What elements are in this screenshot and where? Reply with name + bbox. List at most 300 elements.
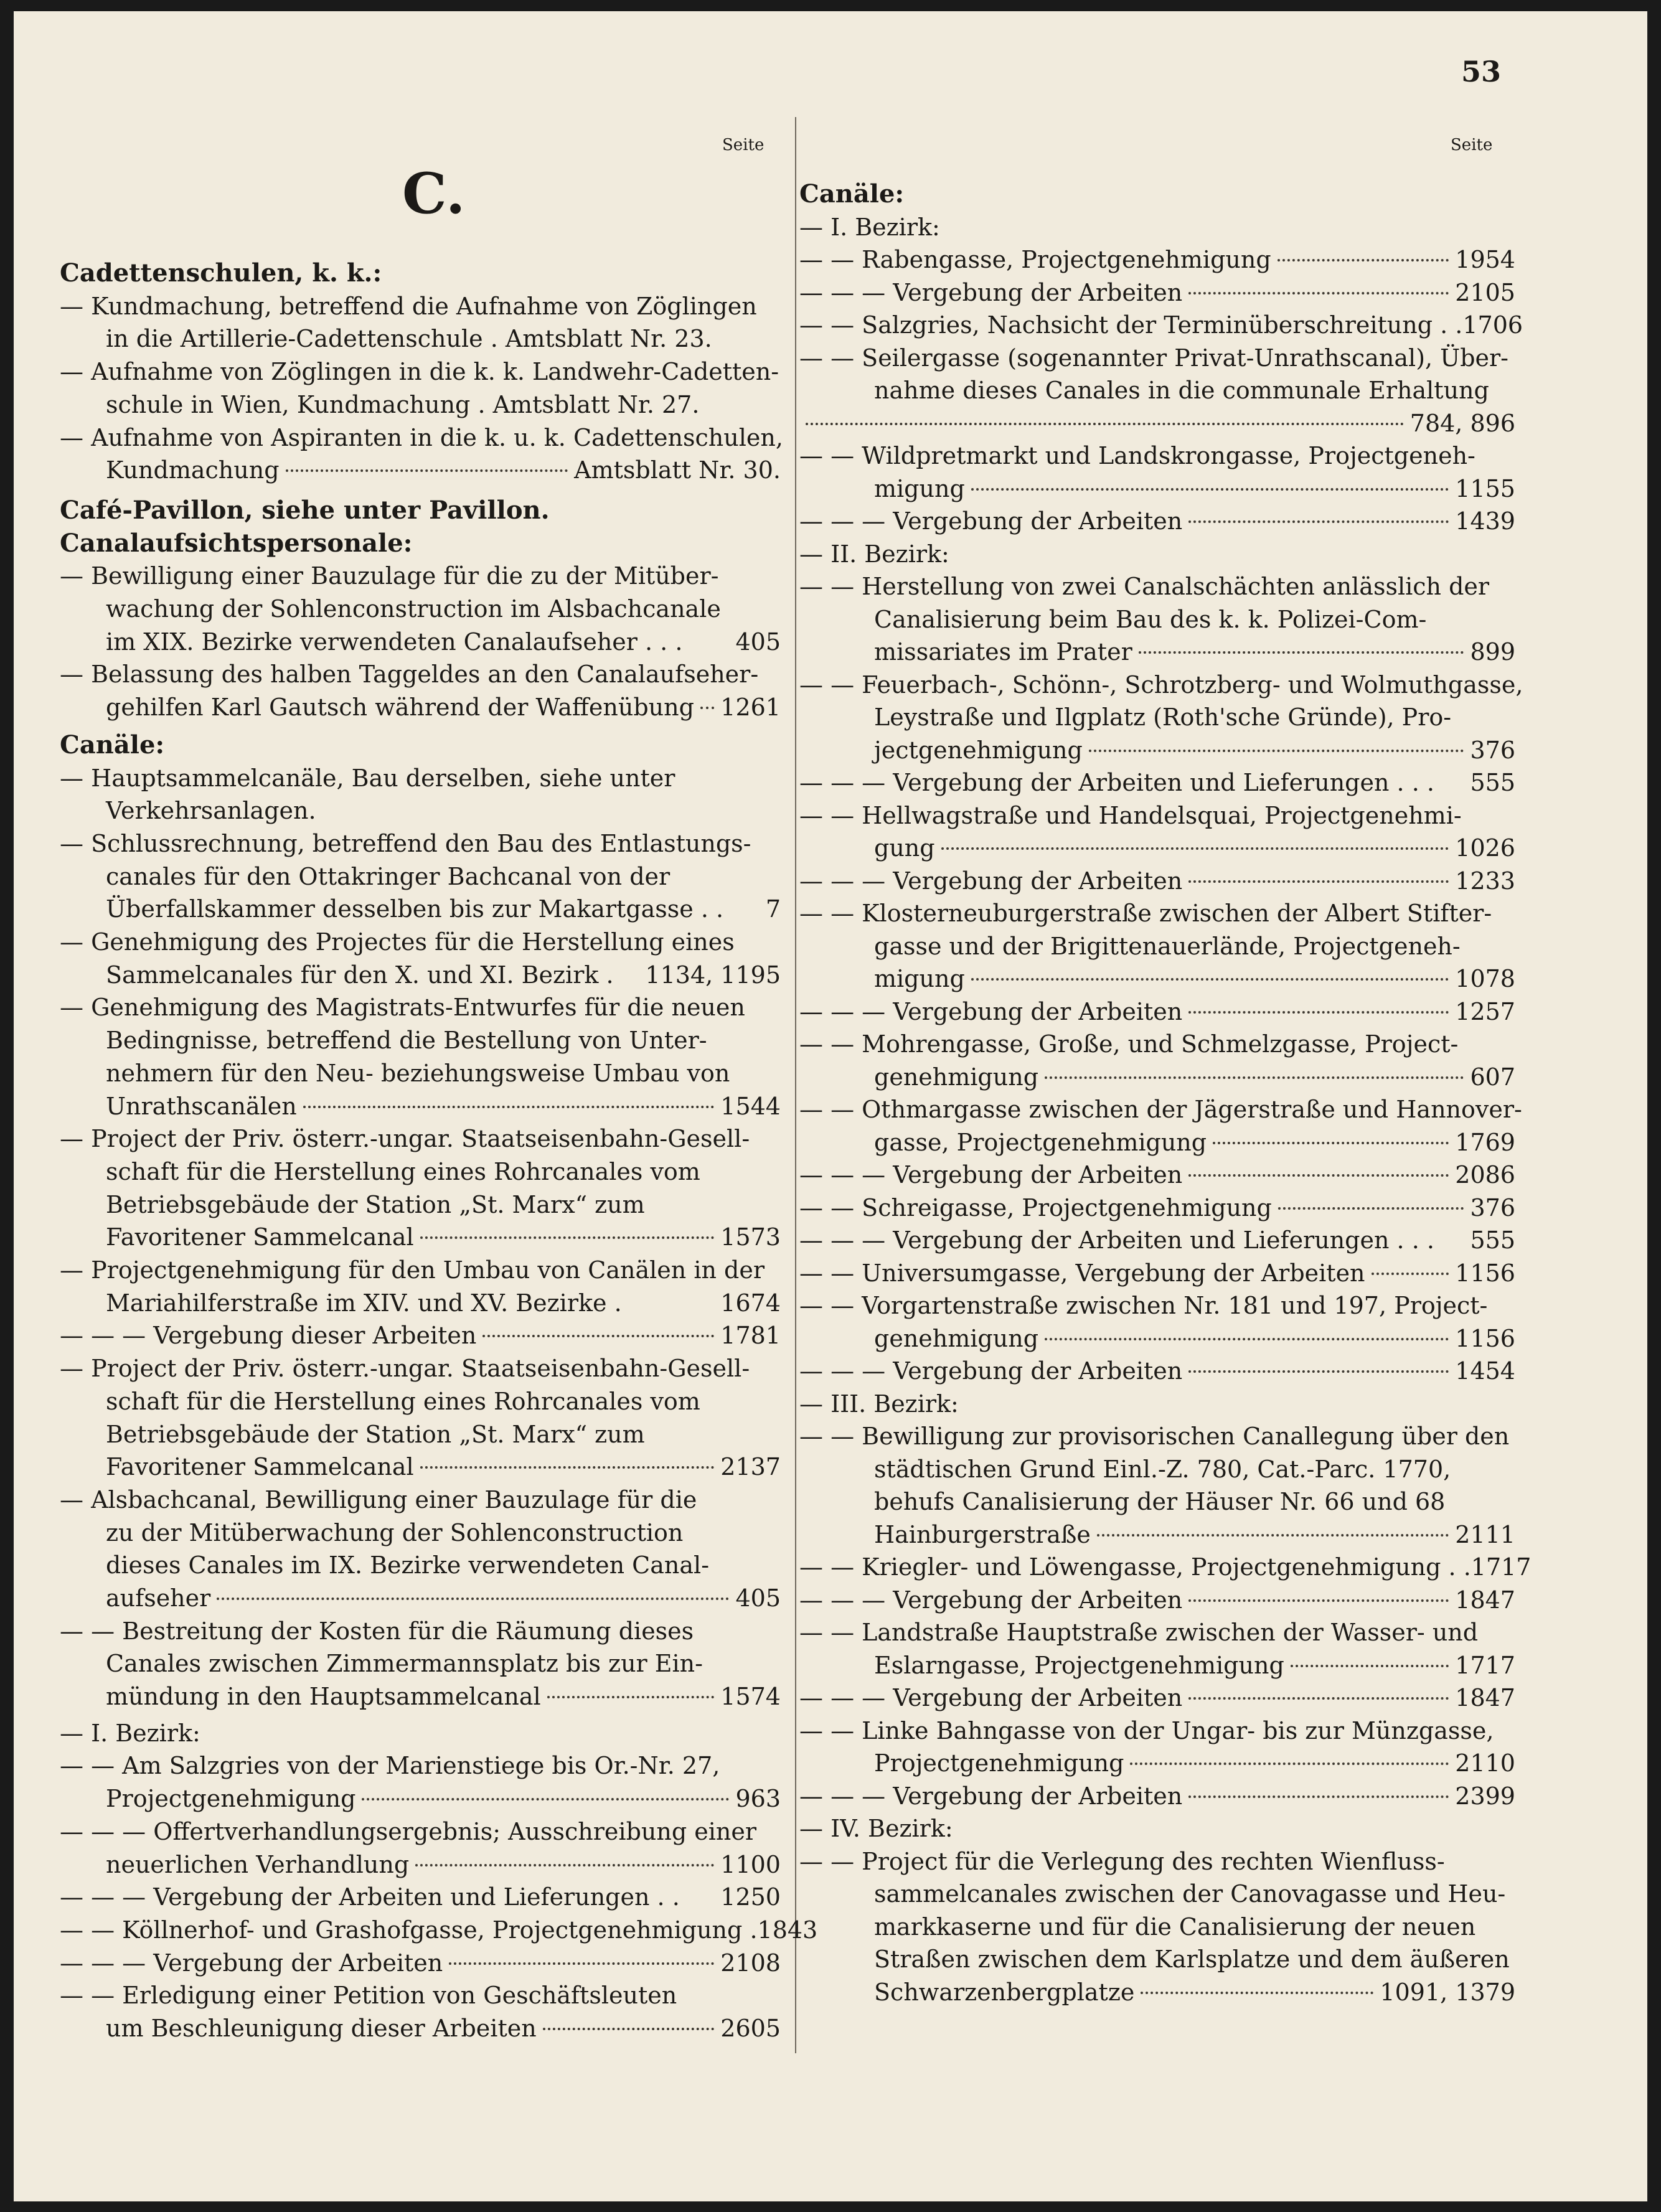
index-entry-line: [799, 734, 1515, 766]
entry-text: — Project der Priv. österr.-ungar. Staatseisenbahn-Gesell-: [60, 1125, 750, 1152]
entry-text: zu der Mitüberwachung der Sohlenconstruction: [106, 1519, 684, 1546]
index-entry-line: [799, 473, 1515, 505]
index-entry-line: [799, 1780, 1515, 1812]
dot-leader: [362, 1798, 729, 1800]
entry-text: — Project der Priv. österr.-ungar. Staatseisenbahn-Gesell-: [60, 1355, 750, 1382]
dot-leader: [286, 469, 568, 472]
page-reference: 1717: [1470, 1553, 1532, 1581]
index-entry-line: [60, 658, 781, 690]
page-reference: 1134, 1195: [645, 961, 781, 989]
page-reference: 1091, 1379: [1380, 1979, 1515, 2006]
page-reference: 1078: [1455, 965, 1515, 992]
page-reference: 1717: [1455, 1652, 1515, 1679]
page-reference: 1843: [757, 1916, 818, 1944]
index-entry-line: [60, 729, 781, 761]
page-reference: 1769: [1455, 1129, 1515, 1156]
page-reference: 1847: [1455, 1586, 1515, 1614]
page-reference: 376: [1470, 1194, 1515, 1221]
index-entry-line: [799, 309, 1523, 341]
index-entry-line: [60, 1254, 781, 1286]
page-reference: 1257: [1455, 998, 1515, 1025]
index-entry-line: [799, 636, 1515, 668]
entry-text: aufseher: [106, 1584, 211, 1612]
page-reference: 2399: [1455, 1782, 1515, 1810]
index-entry-line: [60, 322, 781, 355]
index-entry-line: [60, 762, 781, 794]
index-entry-line: [799, 1420, 1515, 1452]
entry-text: — Genehmigung des Magistrats-Entwurfes für die neuen: [60, 994, 745, 1021]
page-reference: 1439: [1455, 507, 1515, 535]
dot-leader: [1213, 1142, 1449, 1144]
dot-leader: [806, 423, 1404, 425]
page-reference: 1261: [720, 694, 781, 721]
index-entry-line: [60, 893, 781, 925]
entry-text: im XIX. Bezirke verwendeten Canalaufseher . . .: [106, 628, 683, 656]
page-reference: 7: [765, 895, 781, 923]
dot-leader: [1097, 1534, 1449, 1537]
entry-text: sammelcanales zwischen der Canovagasse und Heu-: [874, 1880, 1506, 1908]
entry-text: — — — Vergebung der Arbeiten: [60, 1949, 443, 1977]
page-reference: 405: [735, 628, 781, 656]
entry-text: genehmigung: [874, 1325, 1039, 1352]
document-page: [14, 11, 1647, 2201]
entry-text: Kundmachung: [106, 456, 280, 484]
entry-text: canales für den Ottakringer Bachcanal von der: [106, 863, 671, 890]
index-entry-line: [799, 1224, 1515, 1256]
page-reference: 1156: [1455, 1325, 1515, 1352]
index-entry-line: [60, 1352, 781, 1385]
index-entry-line: [799, 832, 1515, 864]
index-entry-line: [60, 991, 781, 1024]
index-entry-line: [60, 1517, 781, 1549]
entry-text: — I. Bezirk:: [60, 1720, 200, 1747]
dot-leader: [1045, 1338, 1449, 1340]
entry-text: — Bewilligung einer Bauzulage für die zu der Mitüber-: [60, 562, 719, 590]
index-entry-line: [60, 860, 781, 893]
index-entry-line: [799, 799, 1515, 832]
entry-text: — — — Vergebung dieser Arbeiten: [60, 1322, 477, 1349]
index-entry-line: [60, 1717, 781, 1749]
dot-leader: [1188, 1599, 1449, 1602]
entry-text: — — Kriegler- und Löwengasse, Projectgenehmigung . .: [799, 1553, 1471, 1581]
entry-text: Straßen zwischen dem Karlsplatze und dem äußeren: [874, 1946, 1510, 1973]
entry-text: migung: [874, 475, 965, 502]
entry-text: — — Klosterneuburgerstraße zwischen der Albert Stifter-: [799, 900, 1492, 927]
entry-text: — — Feuerbach-, Schönn-, Schrotzberg- und Wolmuthgasse,: [799, 671, 1523, 699]
page-reference: 1544: [720, 1093, 781, 1120]
entry-text: Canalisierung beim Bau des k. k. Polizei-Com-: [874, 606, 1427, 633]
left-seite-label: Seite: [722, 136, 765, 154]
entry-text: — — Seilergasse (sogenannter Privat-Unrathscanal), Über-: [799, 344, 1509, 372]
dot-leader: [700, 707, 714, 709]
page-reference: 784, 896: [1409, 410, 1515, 437]
entry-text: in die Artillerie-Cadettenschule . Amtsblatt Nr. 23.: [106, 325, 712, 352]
index-entry-line: [60, 2012, 781, 2045]
index-entry-line: [60, 626, 781, 658]
entry-text: — IV. Bezirk:: [799, 1815, 953, 1842]
letter-heading: C.: [402, 161, 466, 227]
entry-text: — — Landstraße Hauptstraße zwischen der Wasser- und: [799, 1619, 1479, 1646]
dot-leader: [1130, 1763, 1449, 1765]
index-entry-line: [799, 1061, 1515, 1093]
entry-text: — Hauptsammelcanäle, Bau derselben, siehe unter: [60, 765, 675, 792]
entry-text: — — Hellwagstraße und Handelsquai, Projectgenehmi-: [799, 802, 1462, 829]
page-reference: 2110: [1455, 1749, 1515, 1777]
index-entry-line: [799, 701, 1515, 733]
entry-text: — — — Vergebung der Arbeiten: [799, 998, 1183, 1025]
entry-text: — — — Vergebung der Arbeiten und Lieferungen . .: [60, 1883, 680, 1911]
page-reference: 1674: [720, 1289, 781, 1317]
entry-text: — — Mohrengasse, Große, und Schmelzgasse, Project-: [799, 1030, 1459, 1058]
index-entry-line: [60, 691, 781, 723]
dot-leader: [449, 1962, 714, 1965]
dot-leader: [1188, 1011, 1449, 1014]
entry-text: Schwarzenbergplatze: [874, 1979, 1135, 2006]
entry-text: — — — Vergebung der Arbeiten: [799, 1161, 1183, 1188]
index-entry-line: [799, 1485, 1515, 1518]
entry-text: — Aufnahme von Aspiranten in die k. u. k. Cadettenschulen,: [60, 424, 783, 451]
entry-text: — — — Vergebung der Arbeiten und Lieferungen . . .: [799, 769, 1434, 796]
entry-text: behufs Canalisierung der Häuser Nr. 66 und 68: [874, 1488, 1446, 1515]
index-entry-line: [799, 1715, 1515, 1747]
index-entry-line: [60, 1155, 781, 1188]
dot-leader: [1089, 750, 1464, 752]
index-entry-line: [799, 995, 1515, 1028]
index-entry-line: [799, 1028, 1515, 1060]
page-reference: 1954: [1455, 246, 1515, 273]
index-entry-line: [799, 1878, 1515, 1910]
page-reference: 2111: [1455, 1521, 1515, 1548]
index-entry-line: [799, 897, 1515, 930]
dot-leader: [971, 978, 1449, 981]
page-number: 53: [1461, 55, 1502, 88]
entry-text: — — — Vergebung der Arbeiten: [799, 867, 1183, 895]
index-entry-line: [60, 1484, 781, 1516]
entry-text: migung: [874, 965, 965, 992]
index-entry-line: [799, 178, 1515, 210]
index-entry-line: [60, 1815, 781, 1848]
index-entry-line: [799, 1453, 1515, 1485]
index-entry-line: [799, 1943, 1515, 1975]
entry-text: gehilfen Karl Gautsch während der Waffenübung: [106, 694, 694, 721]
entry-text: Überfallskammer desselben bis zur Makartgasse . .: [106, 895, 724, 923]
dot-leader: [1372, 1273, 1449, 1275]
entry-text: — — Othmargasse zwischen der Jägerstraße und Hannover-: [799, 1096, 1522, 1123]
index-entry-line: [60, 1385, 781, 1418]
index-entry-line: [799, 1126, 1515, 1159]
index-entry-line: [60, 926, 781, 958]
index-entry-line: [60, 959, 781, 991]
entry-text: neuerlichen Verhandlung: [106, 1851, 410, 1878]
entry-text: — — — Vergebung der Arbeiten: [799, 1586, 1183, 1614]
page-reference: 1574: [720, 1683, 781, 1710]
index-entry-line: [799, 766, 1515, 799]
dot-leader: [217, 1598, 729, 1600]
entry-text: Projectgenehmigung: [106, 1785, 356, 1812]
entry-text: wachung der Sohlenconstruction im Alsbachcanale: [106, 595, 721, 623]
entry-text: — I. Bezirk:: [799, 214, 940, 241]
entry-text: — — Bestreitung der Kosten für die Räumung dieses: [60, 1617, 694, 1645]
index-entry-line: [60, 421, 781, 454]
entry-text: — — — Offertverhandlungsergebnis; Ausschreibung einer: [60, 1818, 757, 1845]
index-entry-line: [60, 1749, 781, 1782]
entry-text: Canalaufsichtspersonale:: [60, 529, 413, 558]
entry-text: — — Bewilligung zur provisorischen Canallegung über den: [799, 1423, 1510, 1450]
index-entry-line: [799, 603, 1515, 636]
index-entry-line: [60, 1451, 781, 1483]
dot-leader: [1278, 259, 1449, 261]
index-entry-line: [60, 794, 781, 827]
dot-leader: [1141, 1992, 1373, 1994]
page-reference: 1454: [1455, 1357, 1515, 1385]
entry-text: Eslarngasse, Projectgenehmigung: [874, 1652, 1284, 1679]
dot-leader: [420, 1236, 715, 1239]
entry-text: Cadettenschulen, k. k.:: [60, 258, 382, 288]
index-entry-line: [799, 1322, 1515, 1355]
entry-text: Hainburgerstraße: [874, 1521, 1091, 1548]
entry-text: — — Vorgartenstraße zwischen Nr. 181 und 197, Project-: [799, 1292, 1488, 1319]
index-entry-line: [799, 1093, 1522, 1126]
index-entry-line: [799, 669, 1523, 701]
entry-text: — — Salzgries, Nachsicht der Terminüberschreitung . .: [799, 311, 1463, 339]
entry-text: — — Schreigasse, Projectgenehmigung: [799, 1194, 1272, 1221]
entry-text: Betriebsgebäude der Station „St. Marx“ zum: [106, 1421, 645, 1448]
index-entry-line: [799, 1911, 1515, 1943]
entry-text: — — Project für die Verlegung des rechten Wienfluss-: [799, 1848, 1445, 1875]
index-entry-line: [60, 1024, 781, 1057]
dot-leader: [1188, 520, 1449, 523]
index-entry-line: [60, 1647, 781, 1680]
page-reference: 2137: [720, 1453, 781, 1480]
index-entry-line: [60, 1680, 781, 1713]
index-entry-line: [799, 440, 1515, 472]
entry-text: Café-Pavillon, siehe unter Pavillon.: [60, 496, 550, 525]
entry-text: — Projectgenehmigung für den Umbau von Canälen in der: [60, 1256, 765, 1284]
index-entry-line: [60, 1090, 781, 1122]
entry-text: schaft für die Herstellung eines Rohrcanales vom: [106, 1388, 700, 1415]
entry-text: Favoritener Sammelcanal: [106, 1223, 414, 1251]
dot-leader: [543, 2028, 715, 2030]
index-entry-line: [799, 1192, 1515, 1224]
entry-text: nahme dieses Canales in die communale Erhaltung: [874, 377, 1489, 404]
index-entry-line: [799, 407, 1515, 440]
page-reference: 2086: [1455, 1161, 1515, 1188]
entry-text: — II. Bezirk:: [799, 540, 949, 568]
entry-text: Canäle:: [799, 179, 905, 209]
index-entry-line: [799, 505, 1515, 537]
entry-text: dieses Canales im IX. Bezirke verwendeten Canal-: [106, 1551, 710, 1579]
dot-leader: [415, 1864, 714, 1866]
dot-leader: [1291, 1665, 1449, 1667]
index-entry-line: [60, 593, 781, 625]
entry-text: — Genehmigung des Projectes für die Herstellung eines: [60, 928, 735, 956]
index-entry-line: [60, 1947, 781, 1979]
entry-text: — — Köllnerhof- und Grashofgasse, Projectgenehmigung .: [60, 1916, 758, 1944]
entry-text: — Belassung des halben Taggeldes an den Canalaufseher-: [60, 661, 759, 688]
entry-text: — — Herstellung von zwei Canalschächten anlässlich der: [799, 573, 1490, 600]
column-divider: [795, 117, 796, 2053]
page-reference: 1781: [720, 1322, 781, 1349]
dot-leader: [971, 488, 1449, 491]
index-entry-line: [60, 560, 781, 592]
index-entry-line: [60, 527, 781, 560]
index-entry-line: [60, 1881, 781, 1913]
entry-text: Leystraße und Ilgplatz (Roth'sche Gründe), Pro-: [874, 704, 1452, 731]
index-entry-line: [60, 290, 781, 322]
entry-text: missariates im Prater: [874, 638, 1132, 666]
index-entry-line: [799, 962, 1515, 995]
entry-text: Betriebsgebäude der Station „St. Marx“ zum: [106, 1191, 645, 1218]
entry-text: Favoritener Sammelcanal: [106, 1453, 414, 1480]
index-entry-line: [799, 865, 1515, 897]
page-reference: 2105: [1455, 279, 1515, 306]
index-entry-line: [799, 538, 1515, 570]
index-entry-line: [799, 1584, 1515, 1616]
dot-leader: [1188, 1795, 1449, 1798]
index-entry-line: [60, 1549, 781, 1581]
index-entry-line: [799, 570, 1515, 603]
entry-text: Projectgenehmigung: [874, 1749, 1124, 1777]
index-entry-line: [60, 454, 781, 486]
entry-text: — — — Vergebung der Arbeiten: [799, 1782, 1183, 1810]
index-entry-line: [60, 1418, 781, 1451]
page-reference: 1155: [1455, 475, 1515, 502]
index-entry-line: [60, 388, 781, 421]
entry-text: — — Erledigung einer Petition von Geschäftsleuten: [60, 1982, 677, 2009]
entry-text: — — — Vergebung der Arbeiten und Lieferungen . . .: [799, 1226, 1434, 1254]
entry-text: — — Universumgasse, Vergebung der Arbeiten: [799, 1259, 1365, 1287]
page-reference: 555: [1470, 769, 1515, 796]
entry-text: — Alsbachcanal, Bewilligung einer Bauzulage für die: [60, 1486, 697, 1513]
index-entry-line: [60, 1188, 781, 1221]
entry-text: — — Rabengasse, Projectgenehmigung: [799, 246, 1271, 273]
page-reference: 555: [1470, 1226, 1515, 1254]
index-entry-line: [60, 257, 781, 289]
index-entry-line: [799, 1159, 1515, 1191]
index-entry-line: [799, 374, 1515, 407]
entry-text: städtischen Grund Einl.-Z. 780, Cat.-Parc. 1770,: [874, 1456, 1451, 1483]
entry-text: mündung in den Hauptsammelcanal: [106, 1683, 541, 1710]
entry-text: nehmern für den Neu- beziehungsweise Umbau von: [106, 1060, 730, 1087]
entry-text: — — — Vergebung der Arbeiten: [799, 279, 1183, 306]
entry-text: — — Linke Bahngasse von der Ungar- bis zur Münzgasse,: [799, 1717, 1494, 1744]
index-entry-line: [799, 1388, 1515, 1420]
page-reference: 1250: [720, 1883, 781, 1911]
index-entry-line: [799, 1976, 1515, 2008]
index-entry-line: [60, 1122, 781, 1155]
index-entry-line: [799, 1812, 1515, 1845]
index-entry-line: [799, 243, 1515, 276]
index-entry-line: [799, 1355, 1515, 1387]
entry-text: — Schlussrechnung, betreffend den Bau des Entlastungs-: [60, 830, 751, 857]
entry-text: genehmigung: [874, 1063, 1039, 1091]
index-entry-line: [60, 1615, 781, 1647]
index-entry-line: [799, 1747, 1515, 1779]
entry-text: gung: [874, 834, 935, 862]
dot-leader: [1278, 1207, 1464, 1210]
entry-text: Unrathscanälen: [106, 1093, 297, 1120]
entry-text: Canäle:: [60, 730, 165, 760]
dot-leader: [482, 1335, 714, 1337]
entry-text: jectgenehmigung: [874, 737, 1083, 764]
entry-text: markkaserne und für die Canalisierung der neuen: [874, 1913, 1476, 1941]
dot-leader: [303, 1106, 715, 1108]
entry-text: Bedingnisse, betreffend die Bestellung von Unter-: [106, 1027, 707, 1054]
page-reference: 405: [735, 1584, 781, 1612]
entry-text: — — Wildpretmarkt und Landskrongasse, Projectgeneh-: [799, 442, 1475, 469]
index-entry-line: [799, 276, 1515, 309]
entry-text: Canales zwischen Zimmermannsplatz bis zur Ein-: [106, 1650, 703, 1677]
page-reference: Amtsblatt Nr. 30.: [574, 456, 781, 484]
page-reference: 963: [735, 1785, 781, 1812]
entry-text: gasse, Projectgenehmigung: [874, 1129, 1207, 1156]
right-seite-label: Seite: [1451, 136, 1493, 154]
index-entry-line: [60, 1582, 781, 1614]
index-entry-line: [60, 355, 781, 388]
index-entry-line: [60, 1782, 781, 1815]
index-entry-line: [60, 1057, 781, 1090]
index-entry-line: [60, 1979, 781, 2012]
index-entry-line: [60, 494, 781, 527]
entry-text: — Aufnahme von Zöglingen in die k. k. Landwehr-Cadetten-: [60, 358, 779, 385]
dot-leader: [420, 1466, 715, 1469]
entry-text: Sammelcanales für den X. und XI. Bezirk .: [106, 961, 614, 989]
entry-text: um Beschleunigung dieser Arbeiten: [106, 2015, 537, 2042]
entry-text: — — — Vergebung der Arbeiten: [799, 507, 1183, 535]
page-reference: 1156: [1455, 1259, 1515, 1287]
index-entry-line: [799, 1845, 1515, 1878]
index-entry-line: [799, 342, 1515, 374]
index-entry-line: [799, 1257, 1515, 1289]
index-entry-line: [60, 1914, 818, 1946]
page-reference: 607: [1470, 1063, 1515, 1091]
dot-leader: [1188, 1174, 1449, 1177]
index-entry-line: [799, 211, 1515, 243]
dot-leader: [1045, 1076, 1464, 1079]
dot-leader: [547, 1696, 715, 1698]
index-entry-line: [60, 1287, 781, 1319]
index-entry-line: [799, 1551, 1532, 1583]
index-entry-line: [799, 1518, 1515, 1551]
page-reference: 1847: [1455, 1684, 1515, 1711]
page-reference: 899: [1470, 638, 1515, 666]
page-reference: 1026: [1455, 834, 1515, 862]
index-entry-line: [799, 1682, 1515, 1714]
page-reference: 1233: [1455, 867, 1515, 895]
index-entry-line: [799, 930, 1515, 962]
dot-leader: [1188, 1697, 1449, 1700]
page-reference: 1100: [720, 1851, 781, 1878]
entry-text: schaft für die Herstellung eines Rohrcanales vom: [106, 1158, 700, 1185]
entry-text: gasse und der Brigittenauerlände, Projectgeneh-: [874, 933, 1461, 960]
index-entry-line: [799, 1616, 1515, 1649]
entry-text: — — Am Salzgries von der Marienstiege bis Or.-Nr. 27,: [60, 1752, 720, 1779]
dot-leader: [941, 847, 1449, 850]
index-entry-line: [799, 1649, 1515, 1682]
dot-leader: [1188, 880, 1449, 883]
entry-text: — III. Bezirk:: [799, 1390, 959, 1418]
page-reference: 2605: [720, 2015, 781, 2042]
page-reference: 376: [1470, 737, 1515, 764]
page-reference: 1573: [720, 1223, 781, 1251]
dot-leader: [1188, 292, 1449, 294]
index-entry-line: [60, 1319, 781, 1352]
entry-text: Verkehrsanlagen.: [106, 797, 316, 824]
entry-text: — — — Vergebung der Arbeiten: [799, 1357, 1183, 1385]
entry-text: schule in Wien, Kundmachung . Amtsblatt Nr. 27.: [106, 391, 700, 418]
index-entry-line: [799, 1289, 1515, 1322]
index-entry-line: [60, 1221, 781, 1253]
